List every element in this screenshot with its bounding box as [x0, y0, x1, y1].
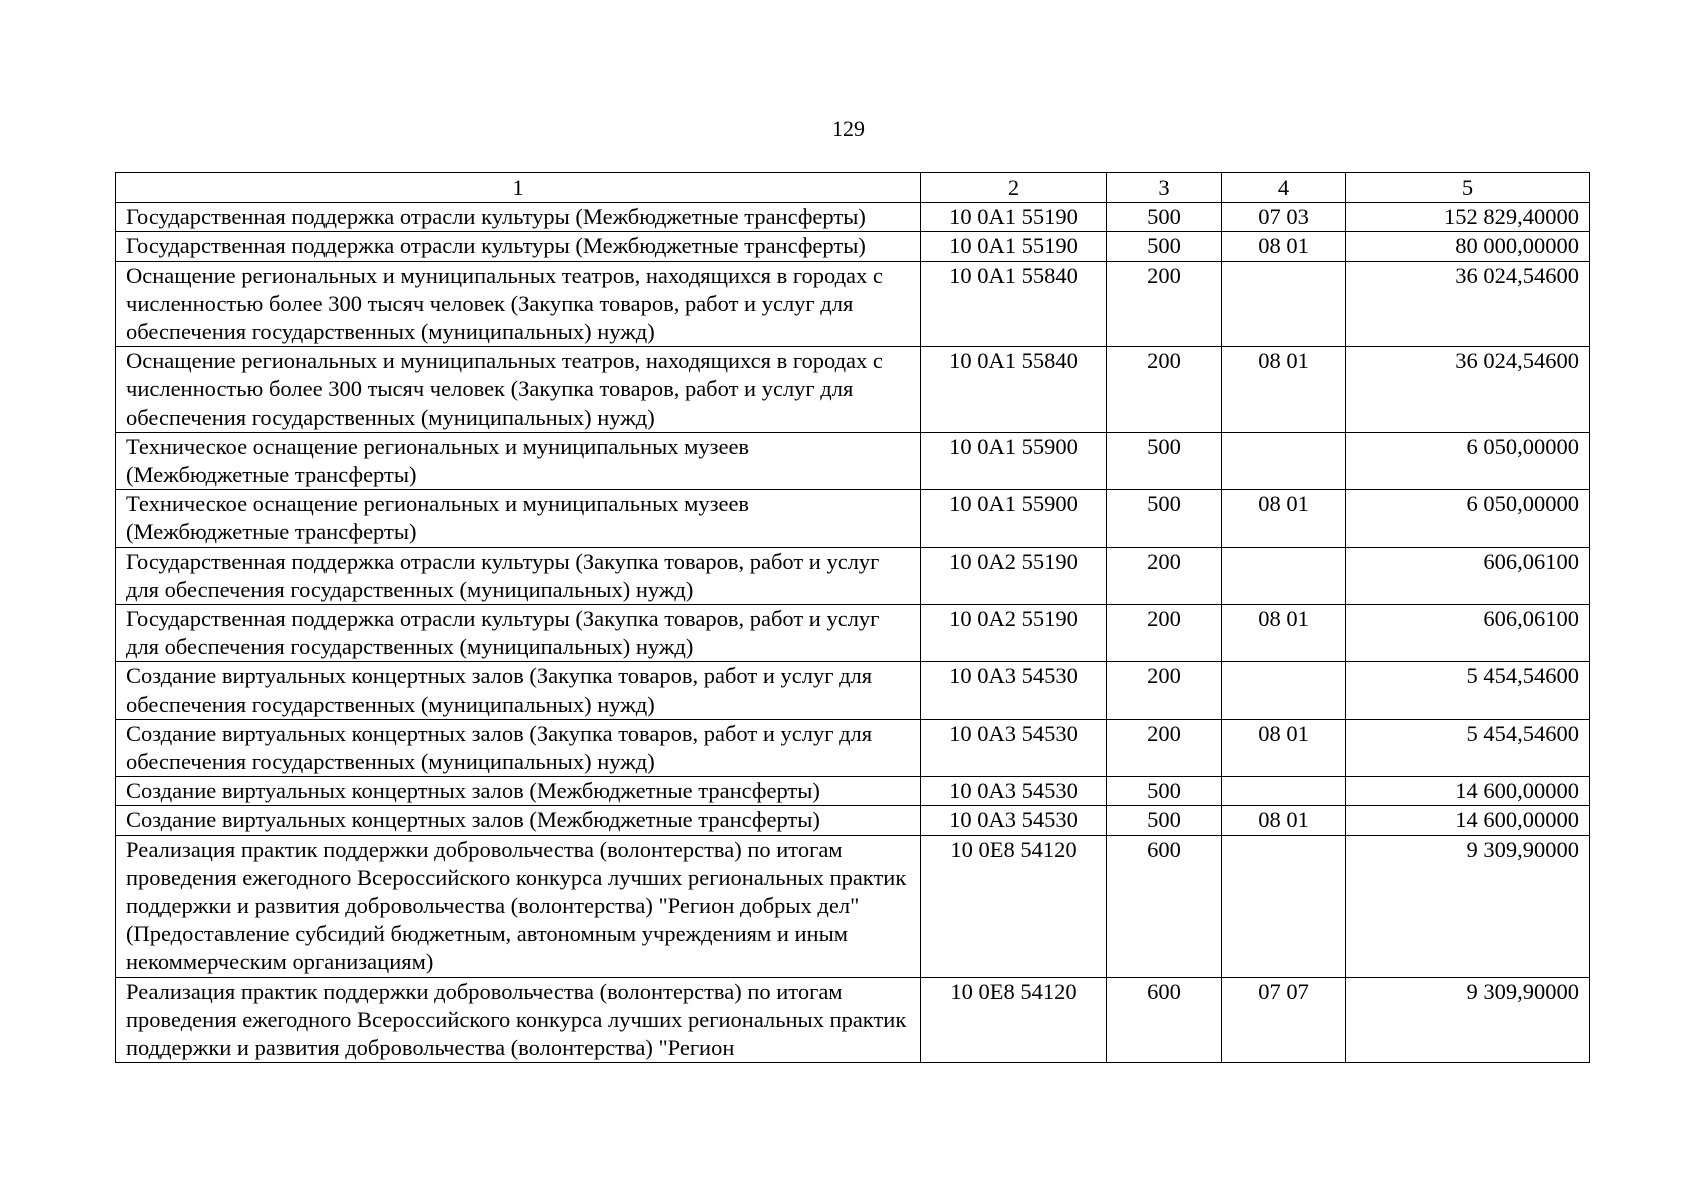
table-row [116, 347, 1590, 433]
cell-target-code: 10 0А3 54530 [921, 719, 1107, 776]
cell-section [1222, 432, 1346, 489]
cell-target-code: 10 0А3 54530 [921, 777, 1107, 806]
cell-expense-type: 200 [1107, 347, 1222, 433]
cell-description: Создание виртуальных концертных залов (Межбюджетные трансферты) [116, 806, 921, 835]
cell-expense-type: 600 [1107, 835, 1222, 977]
cell-section: 07 03 [1222, 203, 1346, 232]
cell-description: Оснащение региональных и муниципальных театров, находящихся в городах с численностью более 300 тысяч человек (Закупка товаров, работ и услуг для обеспечения государственных (муниципальных) нужд) [116, 347, 921, 433]
cell-amount: 9 309,90000 [1346, 835, 1590, 977]
cell-target-code: 10 0А1 55900 [921, 490, 1107, 547]
cell-section [1222, 835, 1346, 977]
table-row [116, 203, 1590, 232]
cell-amount: 9 309,90000 [1346, 977, 1590, 1063]
cell-expense-type: 200 [1107, 547, 1222, 604]
cell-target-code: 10 0А3 54530 [921, 806, 1107, 835]
cell-section: 07 07 [1222, 977, 1346, 1063]
header-col-5: 5 [1346, 173, 1590, 203]
table-row [116, 232, 1590, 261]
cell-description: Государственная поддержка отрасли культуры (Закупка товаров, работ и услуг для обеспечения государственных (муниципальных) нужд) [116, 605, 921, 662]
cell-expense-type: 500 [1107, 490, 1222, 547]
cell-expense-type: 500 [1107, 806, 1222, 835]
cell-section: 08 01 [1222, 806, 1346, 835]
table-row [116, 547, 1590, 604]
cell-description: Создание виртуальных концертных залов (Межбюджетные трансферты) [116, 777, 921, 806]
cell-target-code: 10 0А2 55190 [921, 547, 1107, 604]
cell-expense-type: 500 [1107, 203, 1222, 232]
cell-amount: 36 024,54600 [1346, 347, 1590, 433]
cell-description: Государственная поддержка отрасли культуры (Закупка товаров, работ и услуг для обеспечения государственных (муниципальных) нужд) [116, 547, 921, 604]
cell-amount: 5 454,54600 [1346, 662, 1590, 719]
cell-section: 08 01 [1222, 347, 1346, 433]
budget-table [115, 172, 1590, 1063]
cell-description: Государственная поддержка отрасли культуры (Межбюджетные трансферты) [116, 232, 921, 261]
table-row [116, 261, 1590, 347]
table-row [116, 977, 1590, 1063]
cell-description: Техническое оснащение региональных и муниципальных музеев (Межбюджетные трансферты) [116, 432, 921, 489]
cell-amount: 5 454,54600 [1346, 719, 1590, 776]
cell-description: Создание виртуальных концертных залов (Закупка товаров, работ и услуг для обеспечения государственных (муниципальных) нужд) [116, 719, 921, 776]
cell-amount: 606,06100 [1346, 547, 1590, 604]
cell-section: 08 01 [1222, 490, 1346, 547]
cell-target-code: 10 0Е8 54120 [921, 977, 1107, 1063]
table-row [116, 719, 1590, 776]
cell-target-code: 10 0А1 55900 [921, 432, 1107, 489]
cell-expense-type: 200 [1107, 261, 1222, 347]
header-col-2: 2 [921, 173, 1107, 203]
cell-expense-type: 500 [1107, 432, 1222, 489]
table-row [116, 490, 1590, 547]
page-number: 129 [832, 116, 865, 141]
cell-target-code: 10 0А3 54530 [921, 662, 1107, 719]
table-row [116, 835, 1590, 977]
cell-amount: 14 600,00000 [1346, 777, 1590, 806]
header-col-1: 1 [116, 173, 921, 203]
table-row [116, 777, 1590, 806]
cell-target-code: 10 0А1 55190 [921, 203, 1107, 232]
cell-amount: 606,06100 [1346, 605, 1590, 662]
header-col-4: 4 [1222, 173, 1346, 203]
cell-description: Реализация практик поддержки добровольчества (волонтерства) по итогам проведения ежегодного Всероссийского конкурса лучших региональных практик поддержки и развития добровольчества (волонтерства) "Регион добрых дел" (Предоставление субсидий бюджетным, автономным учреждениям и иным некоммерческим организациям) [116, 835, 921, 977]
cell-expense-type: 200 [1107, 719, 1222, 776]
cell-description: Реализация практик поддержки добровольчества (волонтерства) по итогам проведения ежегодного Всероссийского конкурса лучших региональных практик поддержки и развития добровольчества (волонтерства) "Регион [116, 977, 921, 1063]
header-row [116, 173, 1590, 203]
cell-target-code: 10 0А1 55840 [921, 347, 1107, 433]
cell-section [1222, 261, 1346, 347]
header-col-3: 3 [1107, 173, 1222, 203]
cell-expense-type: 200 [1107, 662, 1222, 719]
table-row [116, 432, 1590, 489]
table-row [116, 605, 1590, 662]
table-body [116, 203, 1590, 1063]
cell-amount: 152 829,40000 [1346, 203, 1590, 232]
cell-description: Создание виртуальных концертных залов (Закупка товаров, работ и услуг для обеспечения государственных (муниципальных) нужд) [116, 662, 921, 719]
cell-amount: 80 000,00000 [1346, 232, 1590, 261]
table-row [116, 662, 1590, 719]
cell-target-code: 10 0Е8 54120 [921, 835, 1107, 977]
cell-expense-type: 500 [1107, 232, 1222, 261]
cell-amount: 6 050,00000 [1346, 490, 1590, 547]
cell-section [1222, 662, 1346, 719]
table-row [116, 806, 1590, 835]
cell-section: 08 01 [1222, 232, 1346, 261]
cell-description: Техническое оснащение региональных и муниципальных музеев (Межбюджетные трансферты) [116, 490, 921, 547]
cell-amount: 6 050,00000 [1346, 432, 1590, 489]
cell-description: Оснащение региональных и муниципальных театров, находящихся в городах с численностью более 300 тысяч человек (Закупка товаров, работ и услуг для обеспечения государственных (муниципальных) нужд) [116, 261, 921, 347]
cell-amount: 14 600,00000 [1346, 806, 1590, 835]
cell-target-code: 10 0А1 55840 [921, 261, 1107, 347]
cell-expense-type: 500 [1107, 777, 1222, 806]
cell-expense-type: 200 [1107, 605, 1222, 662]
cell-amount: 36 024,54600 [1346, 261, 1590, 347]
cell-target-code: 10 0А1 55190 [921, 232, 1107, 261]
cell-section: 08 01 [1222, 719, 1346, 776]
cell-section [1222, 547, 1346, 604]
cell-target-code: 10 0А2 55190 [921, 605, 1107, 662]
cell-description: Государственная поддержка отрасли культуры (Межбюджетные трансферты) [116, 203, 921, 232]
cell-section [1222, 777, 1346, 806]
cell-section: 08 01 [1222, 605, 1346, 662]
cell-expense-type: 600 [1107, 977, 1222, 1063]
